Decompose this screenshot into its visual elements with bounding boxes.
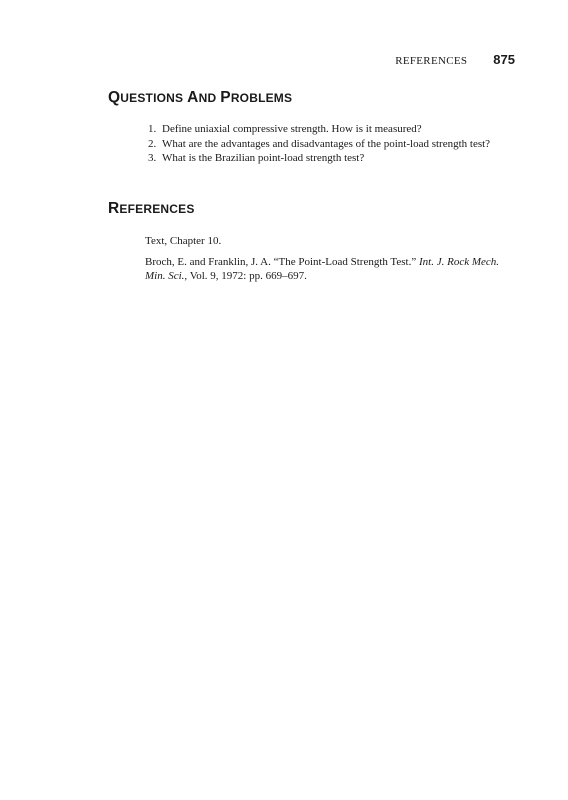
running-head	[395, 52, 515, 67]
item-number: 3.	[148, 152, 157, 164]
item-number: 1.	[148, 123, 157, 135]
questions-heading: QUESTIONS AND PROBLEMS	[108, 89, 293, 106]
problems-list	[148, 122, 518, 166]
reference-authors-title: Broch, E. and Franklin, J. A. “The Point-Load Strength Test.”	[145, 255, 419, 268]
item-number: 2.	[148, 137, 157, 150]
list-item	[148, 122, 518, 137]
item-text: What is the Brazilian point-load strength test?	[162, 152, 365, 164]
reference-entry	[145, 234, 517, 249]
reference-journal: Int. J. Rock Mech. Min. Sci.	[145, 255, 500, 282]
item-text: What are the advantages and disadvantages of the point-load strength test?	[162, 137, 491, 150]
reference-details: , Vol. 9, 1972: pp. 669–697.	[184, 270, 307, 282]
list-item	[148, 151, 518, 166]
references-list	[145, 234, 517, 290]
list-item	[148, 137, 518, 152]
item-text: Define uniaxial compressive strength. How is it measured?	[162, 123, 422, 135]
reference-text: Text, Chapter 10.	[145, 235, 222, 247]
reference-entry	[145, 255, 517, 284]
references-heading: REFERENCES	[108, 200, 195, 217]
running-head-title: REFERENCES	[395, 55, 468, 67]
page-number: 875	[493, 52, 515, 67]
